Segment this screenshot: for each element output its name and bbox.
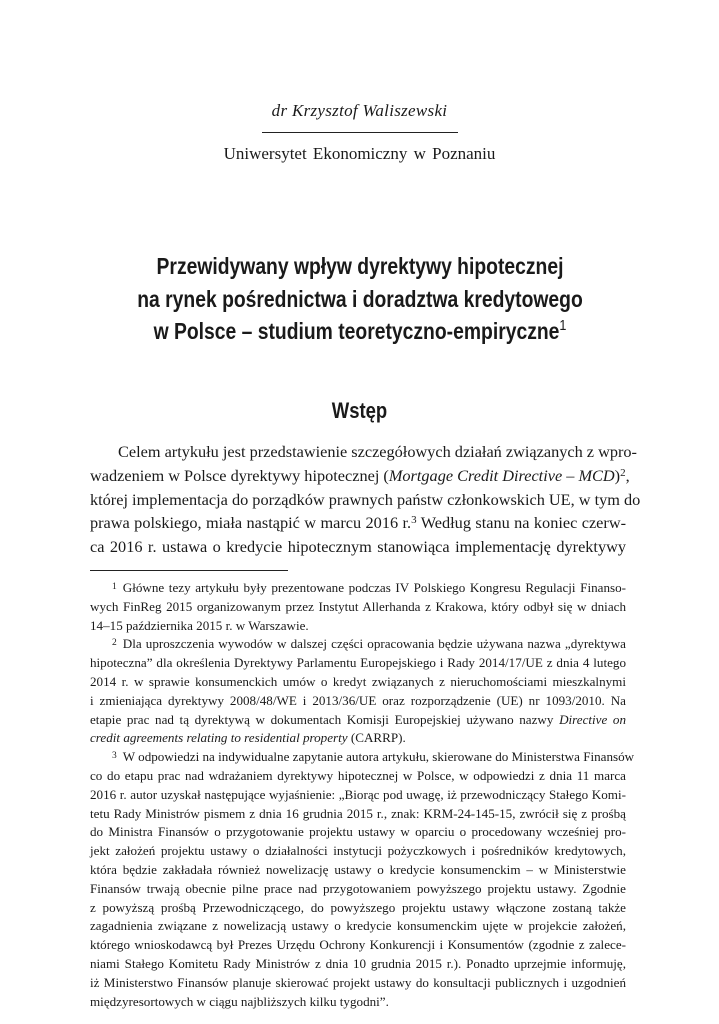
section-heading: Wstęp [331,398,388,423]
footnote-text: Główne tezy artykułu były prezentowane podczas IV Polskiego Kongresu Regulacji Finanso- [122,580,626,595]
footnote-line: z powyższą prośbą Przewodniczącego, do powyższego projektu ustawy włączone zostaną także [90,899,626,915]
footnote-3 [90,748,635,1011]
title-line-3-text: w Polsce – studium teoretyczno-empiryczne [153,318,560,344]
footnote-text: Dla uproszczenia wywodów w dalszej części opracowania będzie używana nazwa „dyrektywa [122,636,626,652]
footnote-italic-text: credit agreements relating to residential property [90,730,348,746]
footnote-line: zagadnienia związane z nowelizacją ustawy o kredycie konsumenckim ujęte w projekcie założeń, [90,918,626,934]
footnote-number: 1 [112,582,117,592]
footnote-line [90,579,626,598]
footnote-line [90,635,626,654]
footnotes [90,579,635,1011]
body-text: Według stanu na koniec czerw- [416,513,626,533]
body-text: prawa polskiego, miała nastąpić w marcu 2016 r. [90,513,412,533]
footnote-line: wych FinReg 2015 organizowanym przez Instytut Allerhanda z Krakowa, który odbył się w dniach [90,598,626,614]
footnote-line: jekt założeń projektu ustawy o działalności instytucji pożyczkowych i pośredników kredytowych, [90,843,626,859]
footnote-line [90,748,635,767]
footnote-text: etapie prac nad tą dyrektywą w dokumentach Komisji Europejskiej używano nazwy [90,711,560,727]
body-paragraph [90,440,641,559]
author-affiliation: Uniwersytet Ekonomiczny w Poznaniu [223,144,496,163]
footnote-italic-text: Directive on [559,711,627,727]
footnote-divider [90,570,288,571]
footnote-line: która będzie zakładała również nowelizację ustawy o kredycie konsumenckim – w Ministerstwie [90,861,626,877]
footnote-line: hipoteczna” dla określenia Dyrektywy Parlamentu Europejskiego i Rady 2014/17/UE z dnia 4 lutego [90,655,626,671]
body-line: Celem artykułu jest przedstawienie szczegółowych działań związanych z wpro- [118,442,637,461]
footnote-text: (CARRP). [347,730,406,746]
footnote-number: 2 [112,638,117,649]
author-name: dr Krzysztof Waliszewski [271,101,448,120]
body-line [90,511,626,535]
footnote-ref-2[interactable]: 2 [620,466,626,479]
footnote-line [90,711,626,730]
footnote-number: 3 [112,751,117,762]
footnote-line: Finansów trwają obecnie pilne prace nad przygotowaniem powyższego projektu ustawy. Zgodnie [90,880,626,896]
body-line: której implementacja do porządków prawnych państw członkowskich UE, w tym do [90,489,641,509]
footnote-line: iż Ministerstwo Finansów planuje skierować projekt ustawy do konsultacji publicznych i uzgodnień [90,974,626,990]
footnote-line: 14–15 października 2015 r. w Warszawie. [90,617,309,633]
footnote-line: niami Stałego Komitetu Rady Ministrów z dnia 10 grudnia 2015 r.). Ponadto uprzejmie informuję, [90,955,626,971]
footnote-line [90,729,626,748]
footnote-line: 2014 r. w sprawie konsumenckich umów o kredyt związanych z nieruchomościami mieszkalnymi [90,673,626,689]
body-italic-text: Mortgage Credit Directive – MCD [388,465,615,485]
footnote-line: co do etapu prac nad wdrażaniem dyrektywy hipotecznej w Polsce, w odpowiedzi z dnia 11 marca [90,767,626,783]
footnote-line: i zmieniająca dyrektywy 2008/48/WE i 2013/36/UE oraz rozporządzenie (UE) nr 1093/2010. Na [90,692,626,708]
footnote-2 [90,635,626,748]
footnote-line: 2016 r. autor uzyskał następujące wyjaśnienie: „Biorąc pod uwagę, iż przewodniczący Stałego Komi- [90,786,626,802]
footnote-line: międzyresortowych w ciągu najbliższych kilku tygodni”. [90,993,389,1009]
title-line-3 [108,315,612,348]
footnote-ref-3[interactable]: 3 [411,514,417,527]
body-text: , [625,465,630,485]
body-text: ) [614,465,621,485]
body-line [90,464,630,488]
footnote-line: do Ministra Finansów o przygotowanie projektu ustawy w oparciu o procedowany wcześniej pro- [90,824,626,840]
paper-title [108,250,612,348]
author-divider [262,132,458,133]
title-line-1: Przewidywany wpływ dyrektywy hipotecznej [156,253,564,279]
footnote-line: tetu Rady Ministrów pismem z dnia 16 grudnia 2015 r., znak: KRM-24-145-15, zwrócił się z prośbą [90,805,626,821]
body-text: wadzeniem w Polsce dyrektywy hipotecznej ( [90,465,389,485]
title-footnote-ref[interactable]: 1 [559,317,567,334]
body-line: ca 2016 r. ustawa o kredycie hipotecznym stanowiąca implementację dyrektywy [90,537,626,557]
footnote-1 [90,579,626,635]
footnote-line: którego wnioskodawcą był Prezes Urzędu Ochrony Konkurencji i Konsumentów (zgodnie z zalece- [90,937,626,953]
title-line-2: na rynek pośrednictwa i doradztwa kredytowego [137,285,583,312]
footnote-text: W odpowiedzi na indywidualne zapytanie autora artykułu, skierowane do Ministerstwa Finansów [122,749,635,765]
